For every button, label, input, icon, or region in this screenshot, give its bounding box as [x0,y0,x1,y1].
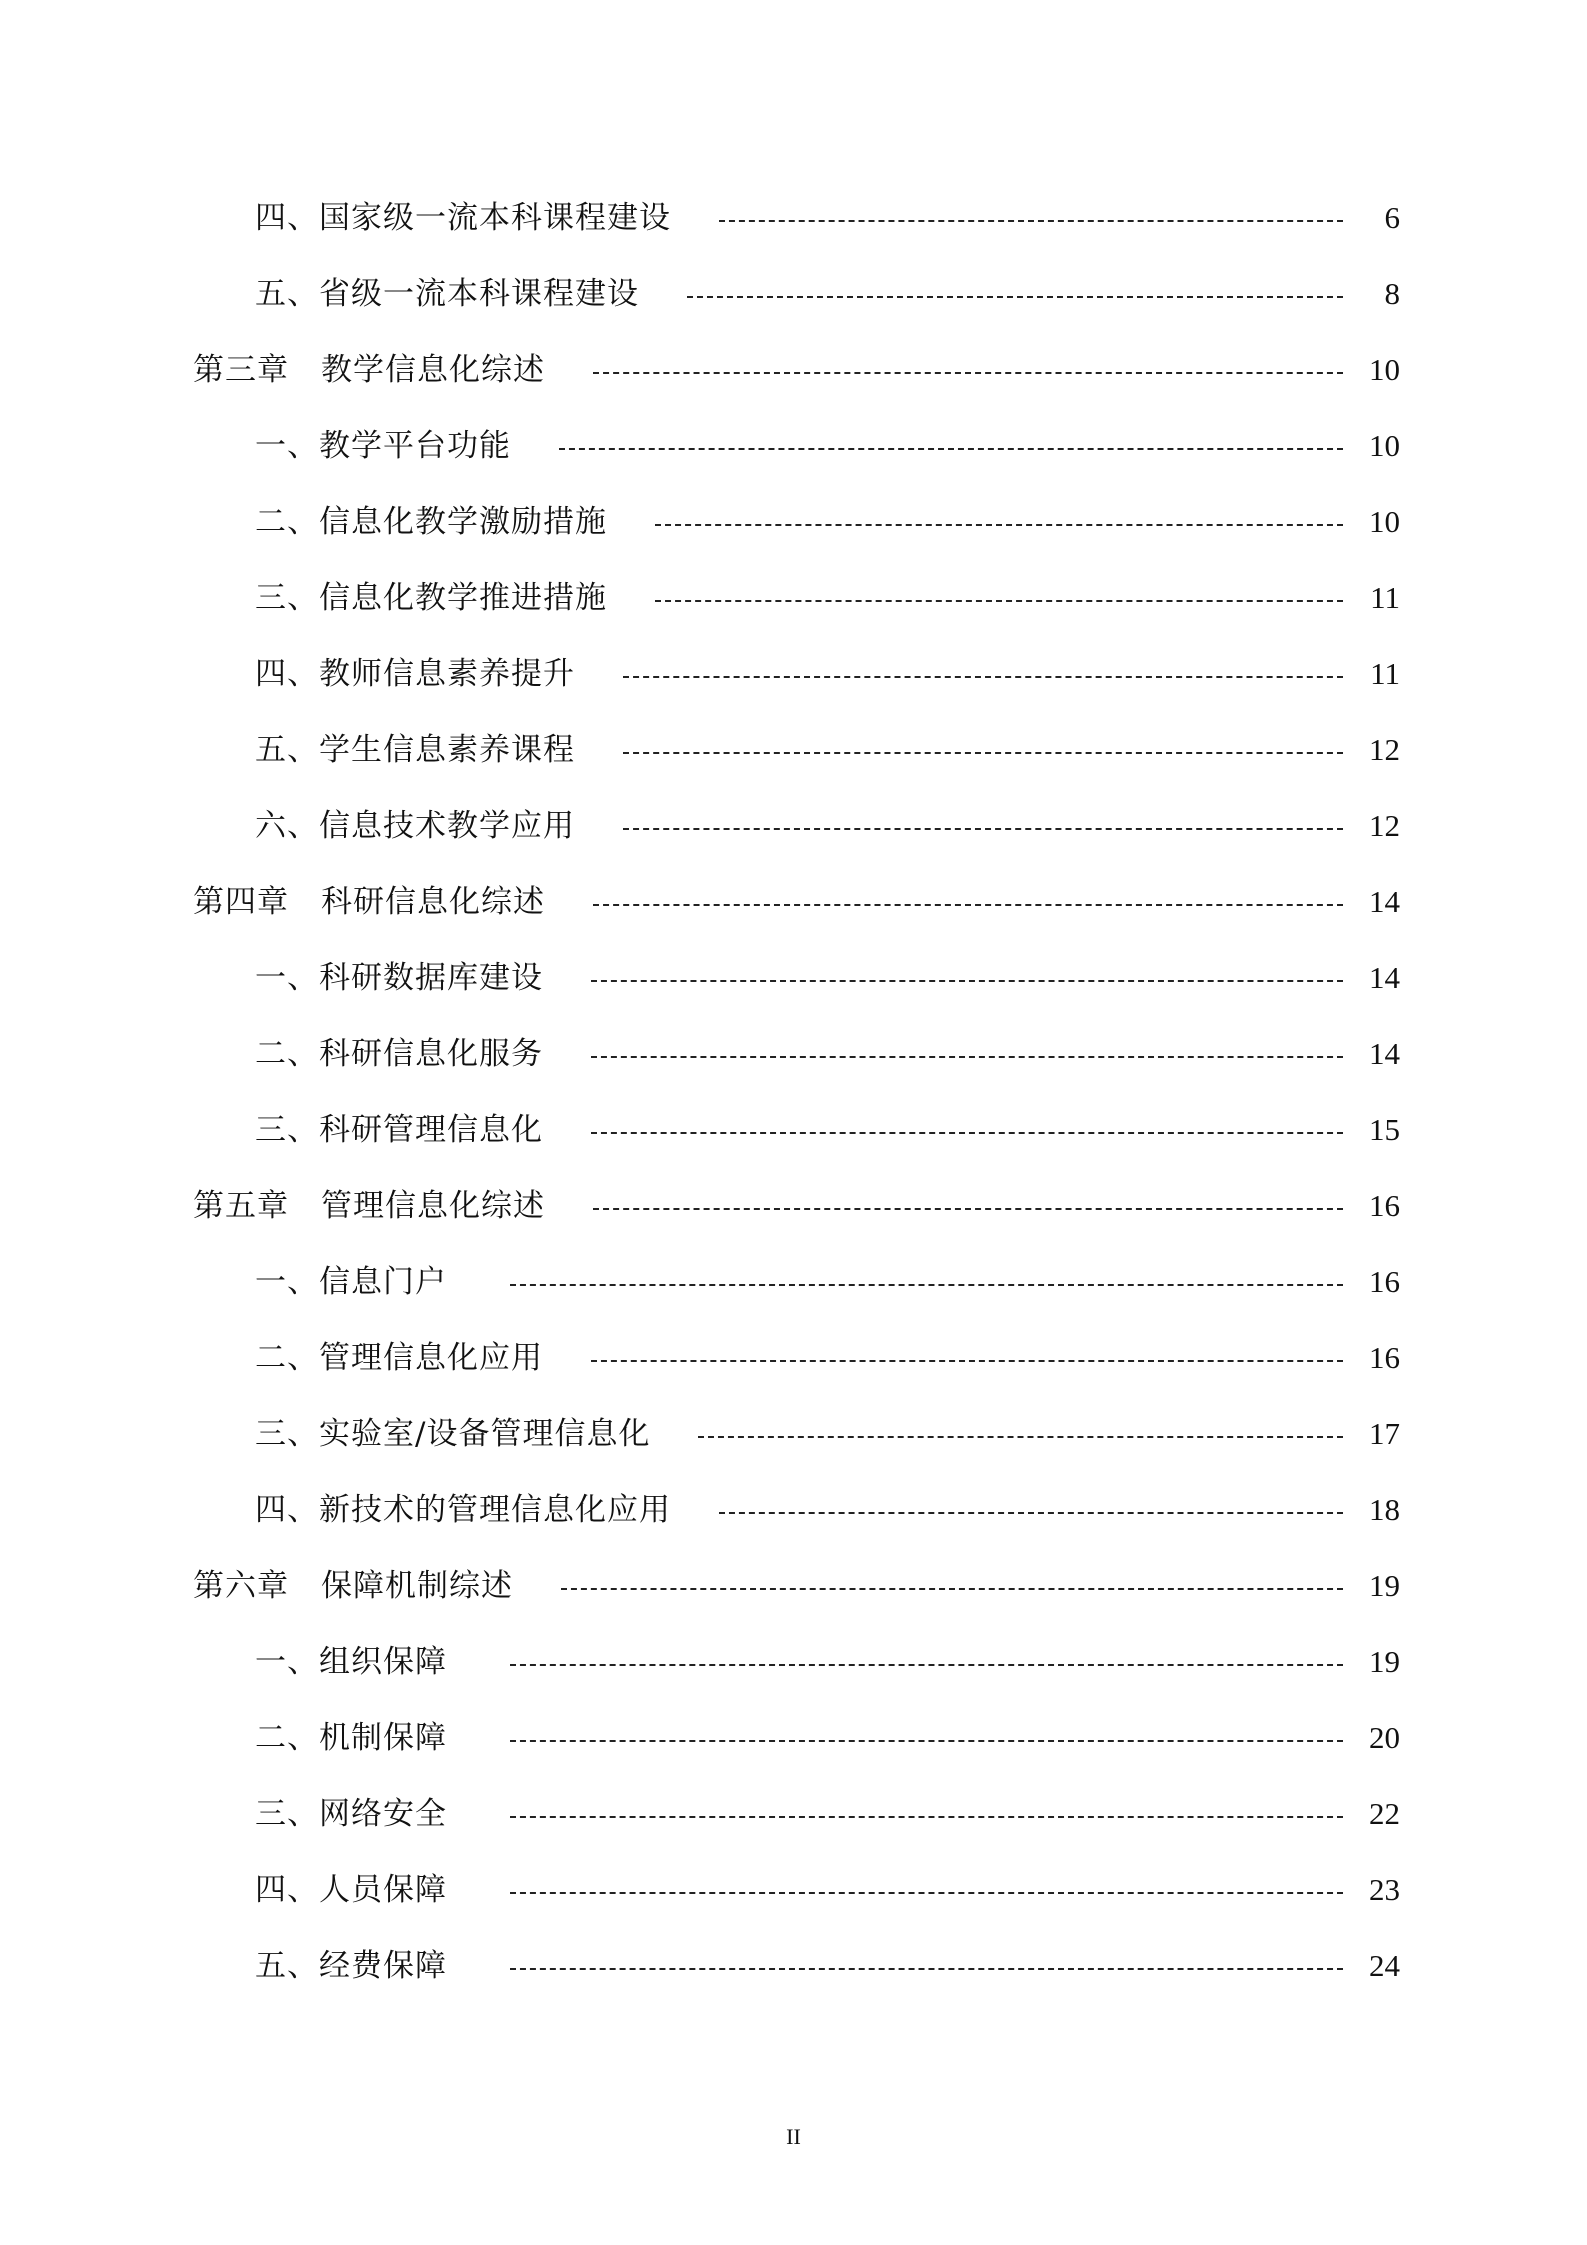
toc-dot-leader [655,524,1343,526]
toc-section-entry[interactable] [0,578,1587,654]
toc-entry-title: 四、国家级一流本科课程建设 [255,200,671,236]
toc-entry-title: 三、科研管理信息化 [255,1112,543,1148]
toc-entry-title: 四、教师信息素养提升 [255,656,575,692]
toc-dot-leader [623,828,1343,830]
toc-entry-title: 四、人员保障 [255,1872,447,1908]
toc-entry-page-number: 12 [1369,732,1400,767]
toc-entry-page-number: 19 [1369,1568,1400,1603]
toc-entry-title: 一、教学平台功能 [255,428,511,464]
toc-dot-leader [719,220,1343,222]
toc-section-entry[interactable] [0,502,1587,578]
toc-entry-title: 三、信息化教学推进措施 [255,580,607,616]
toc-entry-title: 一、科研数据库建设 [255,960,543,996]
toc-entry-title: 一、信息门户 [255,1264,447,1300]
toc-section-entry[interactable] [0,1262,1587,1338]
toc-entry-page-number: 16 [1369,1264,1400,1299]
toc-entry-page-number: 15 [1369,1112,1400,1147]
toc-dot-leader [655,600,1343,602]
toc-entry-title: 六、信息技术教学应用 [255,808,575,844]
toc-entry-title: 三、实验室/设备管理信息化 [255,1416,651,1452]
toc-entry-title: 第五章 管理信息化综述 [193,1188,545,1224]
toc-section-entry[interactable] [0,198,1587,274]
toc-section-entry[interactable] [0,1414,1587,1490]
toc-section-entry[interactable] [0,1338,1587,1414]
toc-entry-page-number: 23 [1369,1872,1400,1907]
toc-entry-page-number: 17 [1369,1416,1400,1451]
toc-chapter-entry[interactable] [0,350,1587,426]
toc-entry-page-number: 14 [1369,960,1400,995]
toc-entry-title: 五、学生信息素养课程 [255,732,575,768]
toc-entry-title: 四、新技术的管理信息化应用 [255,1492,671,1528]
toc-entry-page-number: 6 [1384,200,1400,235]
toc-dot-leader [593,904,1343,906]
table-of-contents [0,198,1587,2022]
toc-entry-page-number: 8 [1384,276,1400,311]
toc-entry-page-number: 22 [1369,1796,1400,1831]
toc-entry-page-number: 11 [1370,580,1400,615]
page-number: II [786,2124,801,2149]
toc-entry-page-number: 24 [1369,1948,1400,1983]
toc-dot-leader [510,1284,1343,1286]
toc-entry-title: 第六章 保障机制综述 [193,1568,513,1604]
toc-section-entry[interactable] [0,1870,1587,1946]
toc-section-entry[interactable] [0,1110,1587,1186]
toc-section-entry[interactable] [0,1946,1587,2022]
toc-dot-leader [593,1208,1343,1210]
toc-entry-page-number: 18 [1369,1492,1400,1527]
toc-section-entry[interactable] [0,1490,1587,1566]
toc-entry-title: 二、信息化教学激励措施 [255,504,607,540]
toc-dot-leader [510,1740,1343,1742]
toc-section-entry[interactable] [0,958,1587,1034]
toc-section-entry[interactable] [0,426,1587,502]
toc-entry-page-number: 10 [1369,504,1400,539]
toc-entry-page-number: 14 [1369,1036,1400,1071]
toc-section-entry[interactable] [0,1718,1587,1794]
toc-entry-title: 一、组织保障 [255,1644,447,1680]
toc-dot-leader [591,980,1343,982]
toc-dot-leader [593,372,1343,374]
toc-dot-leader [591,1132,1343,1134]
toc-section-entry[interactable] [0,1034,1587,1110]
toc-dot-leader [559,448,1343,450]
toc-entry-title: 三、网络安全 [255,1796,447,1832]
toc-section-entry[interactable] [0,806,1587,882]
toc-entry-page-number: 10 [1369,352,1400,387]
toc-section-entry[interactable] [0,1642,1587,1718]
toc-chapter-entry[interactable] [0,882,1587,958]
toc-entry-page-number: 16 [1369,1340,1400,1375]
toc-entry-page-number: 20 [1369,1720,1400,1755]
toc-chapter-entry[interactable] [0,1186,1587,1262]
toc-entry-title: 二、科研信息化服务 [255,1036,543,1072]
toc-dot-leader [623,676,1343,678]
toc-entry-title: 二、管理信息化应用 [255,1340,543,1376]
toc-dot-leader [510,1892,1343,1894]
toc-dot-leader [510,1816,1343,1818]
toc-entry-title: 第四章 科研信息化综述 [193,884,545,920]
toc-entry-page-number: 11 [1370,656,1400,691]
toc-entry-title: 第三章 教学信息化综述 [193,352,545,388]
toc-dot-leader [591,1360,1343,1362]
toc-entry-title: 五、经费保障 [255,1948,447,1984]
toc-dot-leader [510,1968,1343,1970]
toc-dot-leader [698,1436,1343,1438]
toc-entry-title: 二、机制保障 [255,1720,447,1756]
toc-dot-leader [719,1512,1343,1514]
toc-dot-leader [510,1664,1343,1666]
toc-entry-page-number: 19 [1369,1644,1400,1679]
toc-entry-page-number: 14 [1369,884,1400,919]
toc-section-entry[interactable] [0,274,1587,350]
toc-entry-title: 五、省级一流本科课程建设 [255,276,639,312]
toc-dot-leader [623,752,1343,754]
toc-dot-leader [561,1588,1343,1590]
toc-section-entry[interactable] [0,730,1587,806]
toc-dot-leader [591,1056,1343,1058]
toc-entry-page-number: 12 [1369,808,1400,843]
toc-chapter-entry[interactable] [0,1566,1587,1642]
toc-section-entry[interactable] [0,654,1587,730]
toc-dot-leader [687,296,1343,298]
toc-entry-page-number: 16 [1369,1188,1400,1223]
toc-entry-page-number: 10 [1369,428,1400,463]
toc-section-entry[interactable] [0,1794,1587,1870]
